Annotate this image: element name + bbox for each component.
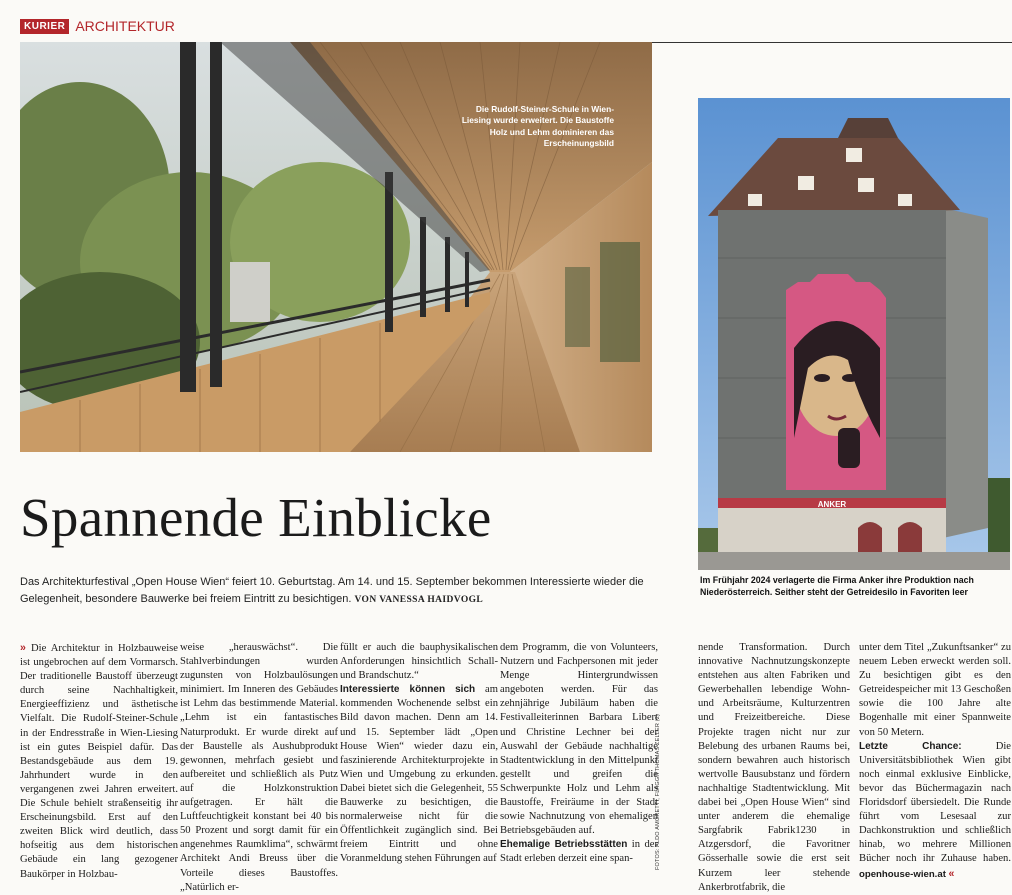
silo-illustration [698, 98, 1010, 570]
body-text: in der Stadt erleben derzeit eine span- [500, 839, 658, 865]
website-link[interactable]: openhouse-wien.at [859, 868, 946, 880]
lead-text: Das Architekturfestival „Open House Wien“ feiert 10. Geburtstag. Am 14. und 15. September bekommen Interessierte wieder die Gelegenheit, besondere Bauwerke bei freiem Eintritt zu besichtigen. [20, 576, 644, 605]
quote-close-mark: « [948, 867, 955, 880]
quote-open-mark: » [20, 642, 26, 654]
body-text: Die Architektur in Holzbauweise ist ungebrochen auf dem Vormarsch. Der traditionelle Baustoff überzeugt durch seine Nachhaltigkeit, Energieeffizienz und ästhetische Vielfalt. Die Rudolf-Steiner-Schule in der Endresstraße in Wien-Liesing ist ein gutes Beispiel dafür. Das Bestandsgebäude aus dem 19. Jahrhundert wurde in den vergangenen zwei Jahren erweitert. Die Schule behielt straßenseitig ihr Erscheinungsbild. Erst auf den zweiten Blick wird deutlich, dass hofseitig aus dem historischen Gebäude ein lang gezogener Baukörper in Holzbau- [20, 643, 178, 880]
silo-photo-caption: Im Frühjahr 2024 verlagerte die Firma Anker ihre Produktion nach Niederösterreich. Seither steht der Getreidesilo in Favoriten leer [700, 575, 974, 598]
anker-sign: ANKER [817, 500, 847, 509]
kurier-logo: KURIER [20, 19, 69, 34]
body-column-6 [859, 641, 1011, 882]
author-byline: VON VANESSA HAIDVOGL [354, 594, 484, 605]
body-column-3 [340, 641, 498, 867]
subheading: Ehemalige Betriebsstätten [500, 839, 628, 851]
section-label: ARCHITEKTUR [75, 18, 175, 34]
body-text: Die Universitätsbibliothek Wien gibt noch einmal exklusive Einblicke, bevor das Büchermagazin nach Floridsdorf übersiedelt. Die Runde führt vom Lesesaal zur Dachkonstruktion und schließlich hinab, wo mehrere Millionen Bücher noch ihr Zuhause haben. [859, 740, 1011, 865]
body-column-4 [500, 641, 658, 867]
body-column-5 [698, 641, 850, 895]
subheading: Interessierte können sich [340, 684, 476, 696]
headline: Spannende Einblicke [20, 487, 492, 548]
body-text: füllt er auch die bauphysikalischen Anforderungen hinsichtlich Schall- und Brandschutz.“ [340, 642, 498, 682]
corridor-photo-caption: Die Rudolf-Steiner-Schule in Wien-Liesing wurde erweitert. Die Baustoffe Holz und Lehm dominieren das Erscheinungsbild [461, 104, 614, 149]
subheading: Letzte Chance: [859, 740, 962, 752]
body-text: dem Programm, die von Volunteers, Nutzern und Fachpersonen mit jeder Menge Hintergrundwissen angeboten werden. Für das zehnjährige Jubiläum haben die Festivalleiterinnen Barbara Libert und Christine Lechner bei der Auswahl der Gebäude nachhaltige Stadtentwicklung in den Mittelpunkt gestellt und greifen die Schwerpunkte Holz und Lehm als Baustoffe, Freiräume in der Stadt sowie Nachnutzung von ehemaligen Betriebsgebäuden auf. [500, 642, 658, 837]
photo-credit: FOTOS: ALDO AMORETTI, FLAGGITTHOMAS ZELLER (2) [655, 713, 661, 870]
body-column-1 [20, 641, 178, 882]
body-text: am kommenden Wochenende selbst ein Bild davon machen. Denn am 14. und 15. September lädt „Open House Wien“ wieder dazu ein, faszinierende Architekturprojekte in Wien und Umgebung zu erkunden. Dabei bietet sich die Gelegenheit, 55 Bauwerke zu besichtigen, die normalerweise nicht für die Öffentlichkeit zugänglich sind. Bei freiem Eintritt und ohne Voranmeldung stehen Führungen auf [340, 684, 498, 865]
section-kicker [20, 18, 175, 34]
lead-paragraph [20, 574, 660, 607]
body-column-2 [180, 641, 338, 895]
body-text: unter dem Titel „Zukunftsanker“ zu neuem Leben erweckt werden soll. Zu besichtigen gibt es den Getreidespeicher mit 13 Geschoßen sowie die 100 Jahre alte Bogenhalle mit einer Spannweite von 50 Metern. [859, 642, 1011, 738]
body-text: weise „herauswächst“. Die Stahlverbindungen wurden zugunsten von Holzbaulösungen minimiert. Im Inneren des Gebäudes ist Lehm das bestimmende Material. „Lehm ist ein fantastisches Naturprodukt. Er wurde direkt auf der Baustelle als Aushubprodukt gewonnen, mehrfach gesiebt und aufbereitet und schließlich als Putz auf die Holzkonstruktion aufgetragen. Er hält die Luftfeuchtigkeit konstant bei 40 bis 50 Prozent und sorgt damit für ein angenehmes Raumklima“, schwärmt Architekt Andi Breuss über die Vorteile dieses Baustoffes. „Natürlich er- [180, 642, 338, 893]
body-text: nende Transformation. Durch innovative Nachnutzungskonzepte entstehen aus alten Fabriken und Gewerbehallen lebendige Wohn- und Arbeitsräume, Kulturzentren und Freizeitbereiche. Diese Projekte tragen nicht nur zur Belebung des urbanen Raums bei, sondern bewahren auch historisch wertvolle Bausubstanz und fördern nachhaltige Stadtentwicklung. Mit dabei bei „Open House Wien“ sind unter anderem die ehemalige Sargfabrik Fabrik1230 in Atzgersdorf, die Favoritner Gösserhalle sowie die erst seit Kurzem leer stehende Ankerbrotfabrik, die [698, 642, 850, 893]
anker-silo-photo [698, 98, 1010, 570]
